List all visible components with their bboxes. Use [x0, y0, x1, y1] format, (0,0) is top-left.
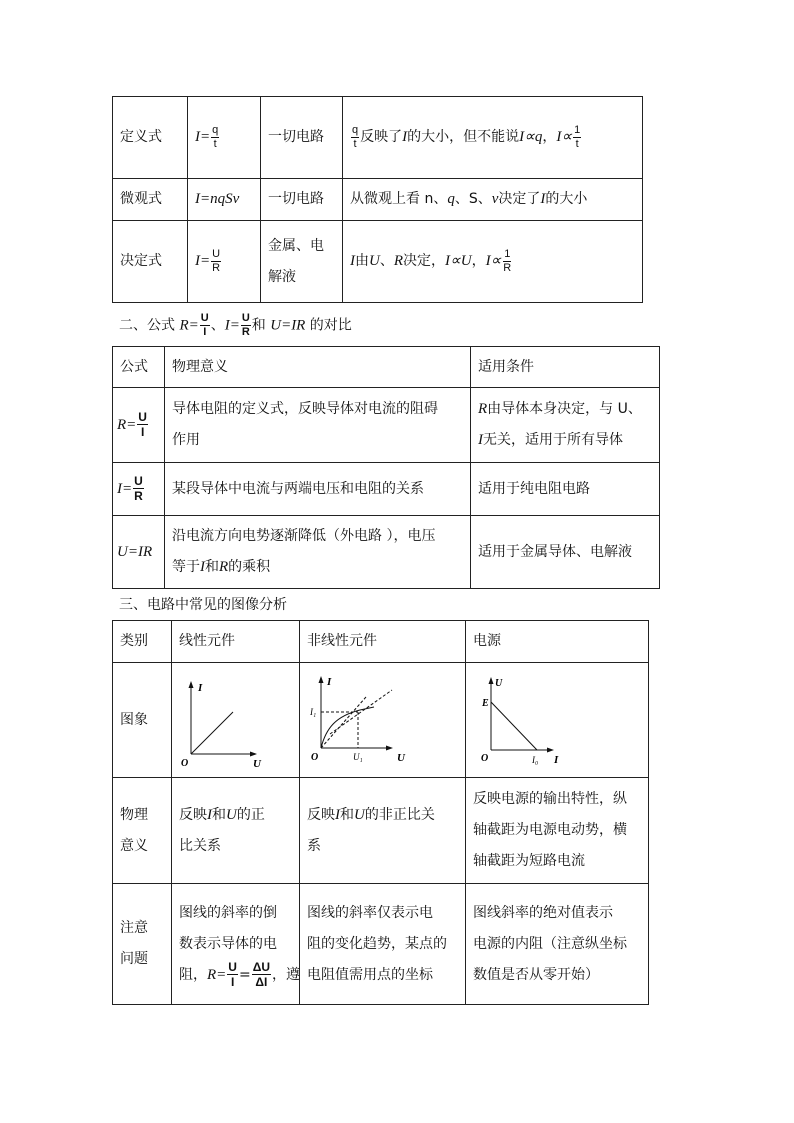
y-mark-label: E	[482, 697, 489, 709]
formula-scope: 金属、电 解液	[261, 221, 343, 303]
table-row	[113, 221, 643, 303]
x-mark-label: U₁	[353, 751, 363, 762]
table-row	[113, 388, 660, 463]
formula-table	[112, 96, 643, 303]
table-row	[113, 516, 660, 589]
characteristic-curve	[321, 707, 374, 748]
x-axis-arrow	[386, 745, 393, 750]
y-axis-label: I	[327, 675, 332, 688]
column-header: 类别	[113, 621, 172, 663]
y-mark-label: I₁	[310, 706, 317, 717]
linear-line	[191, 712, 233, 754]
table-row	[113, 97, 643, 179]
condition-cell: R由导体本身决定，与 U、 I无关，适用于所有导体	[471, 388, 660, 463]
table-header-row	[113, 347, 660, 388]
formula-cell: I= $\frac{U}{R}$	[113, 463, 165, 516]
origin-label: O	[311, 751, 319, 763]
column-header: 物理意义	[165, 347, 471, 388]
tangent-line	[321, 697, 366, 748]
meaning-cell: 反映I和U的正 比关系	[172, 778, 300, 884]
meaning-cell: 导体电阻的定义式，反映导体对电流的阻碍 作用	[165, 388, 471, 463]
formula-name: 微观式	[113, 179, 188, 221]
y-axis-arrow	[489, 677, 494, 684]
secant-line	[330, 690, 392, 734]
note-cell: 图线的斜率的倒 数表示导体的电 阻，R= $\frac{U}{I}$ = $\frac{\Delta U}{\Delta I}$ ，遵	[172, 884, 300, 1005]
section-heading: 二、公式 R= $\frac{U}{I}$ 、I= $\frac{U}{R}$ 和 U=IR 的对比	[119, 312, 352, 338]
graph-cell	[466, 663, 649, 778]
y-axis-label: U	[495, 677, 503, 689]
formula-name: 决定式	[113, 221, 188, 303]
row-label: 图象	[113, 663, 172, 778]
x-axis-label: I	[554, 753, 559, 766]
formula-note: 从微观上看 n、q、S、v决定了I的大小	[343, 179, 643, 221]
table-row	[113, 884, 649, 1005]
y-axis-arrow	[319, 676, 324, 683]
table-row	[113, 179, 643, 221]
formula-name: 定义式	[113, 97, 188, 179]
meaning-cell: 某段导体中电流与两端电压和电阻的关系	[165, 463, 471, 516]
y-axis-label: I	[198, 681, 203, 694]
row-label: 物理 意义	[113, 778, 172, 884]
column-header: 线性元件	[172, 621, 300, 663]
table-row	[113, 663, 649, 778]
source-line	[491, 702, 537, 750]
formula-scope: 一切电路	[261, 179, 343, 221]
x-mark-label: I₀	[532, 754, 539, 765]
formula-note: $\frac{q}{t}$ 反映了I的大小，但不能说I∝q，I∝ $\frac{1}{t}$	[343, 97, 643, 179]
meaning-cell: 沿电流方向电势逐渐降低（外电路 ），电压 等于I和R的乘积	[165, 516, 471, 589]
x-axis-arrow	[250, 751, 257, 756]
x-axis-arrow	[547, 747, 554, 752]
condition-cell: 适用于金属导体、电解液	[471, 516, 660, 589]
condition-cell: 适用于纯电阻电路	[471, 463, 660, 516]
row-label: 注意 问题	[113, 884, 172, 1005]
column-header: 非线性元件	[300, 621, 466, 663]
column-header: 适用条件	[471, 347, 660, 388]
table-header-row	[113, 621, 649, 663]
formula-expr: I= $\frac{U}{R}$	[188, 221, 261, 303]
power-source-graph	[466, 664, 648, 777]
section-heading: 三、电路中常见的图像分析	[119, 597, 287, 613]
column-header: 电源	[466, 621, 649, 663]
linear-element-graph	[172, 664, 299, 777]
graph-cell	[172, 663, 300, 778]
formula-scope: 一切电路	[261, 97, 343, 179]
meaning-cell: 反映电源的输出特性，纵 轴截距为电源电动势，横 轴截距为短路电流	[466, 778, 649, 884]
formula-note: I由U、R决定，I∝U，I∝ $\frac{1}{R}$	[343, 221, 643, 303]
note-cell: 图线的斜率仅表示电 阻的变化趋势，某点的 电阻值需用点的坐标	[300, 884, 466, 1005]
graph-cell	[300, 663, 466, 778]
meaning-cell: 反映I和U的非正比关 系	[300, 778, 466, 884]
nonlinear-element-graph	[300, 664, 465, 777]
formula-expr: I= $\frac{q}{t}$	[188, 97, 261, 179]
formula-cell: U=IR	[113, 516, 165, 589]
formula-comparison-table	[112, 346, 660, 589]
origin-label: O	[481, 752, 489, 764]
formula-expr: I=nqSv	[188, 179, 261, 221]
table-row	[113, 463, 660, 516]
formula-cell: R= $\frac{U}{I}$	[113, 388, 165, 463]
x-axis-label: U	[397, 751, 405, 764]
y-axis-arrow	[189, 681, 194, 688]
graph-analysis-table	[112, 620, 649, 1005]
table-row	[113, 778, 649, 884]
x-axis-label: U	[253, 757, 261, 770]
note-cell: 图线斜率的绝对值表示 电源的内阻（注意纵坐标 数值是否从零开始）	[466, 884, 649, 1005]
column-header: 公式	[113, 347, 165, 388]
origin-label: O	[181, 757, 189, 769]
